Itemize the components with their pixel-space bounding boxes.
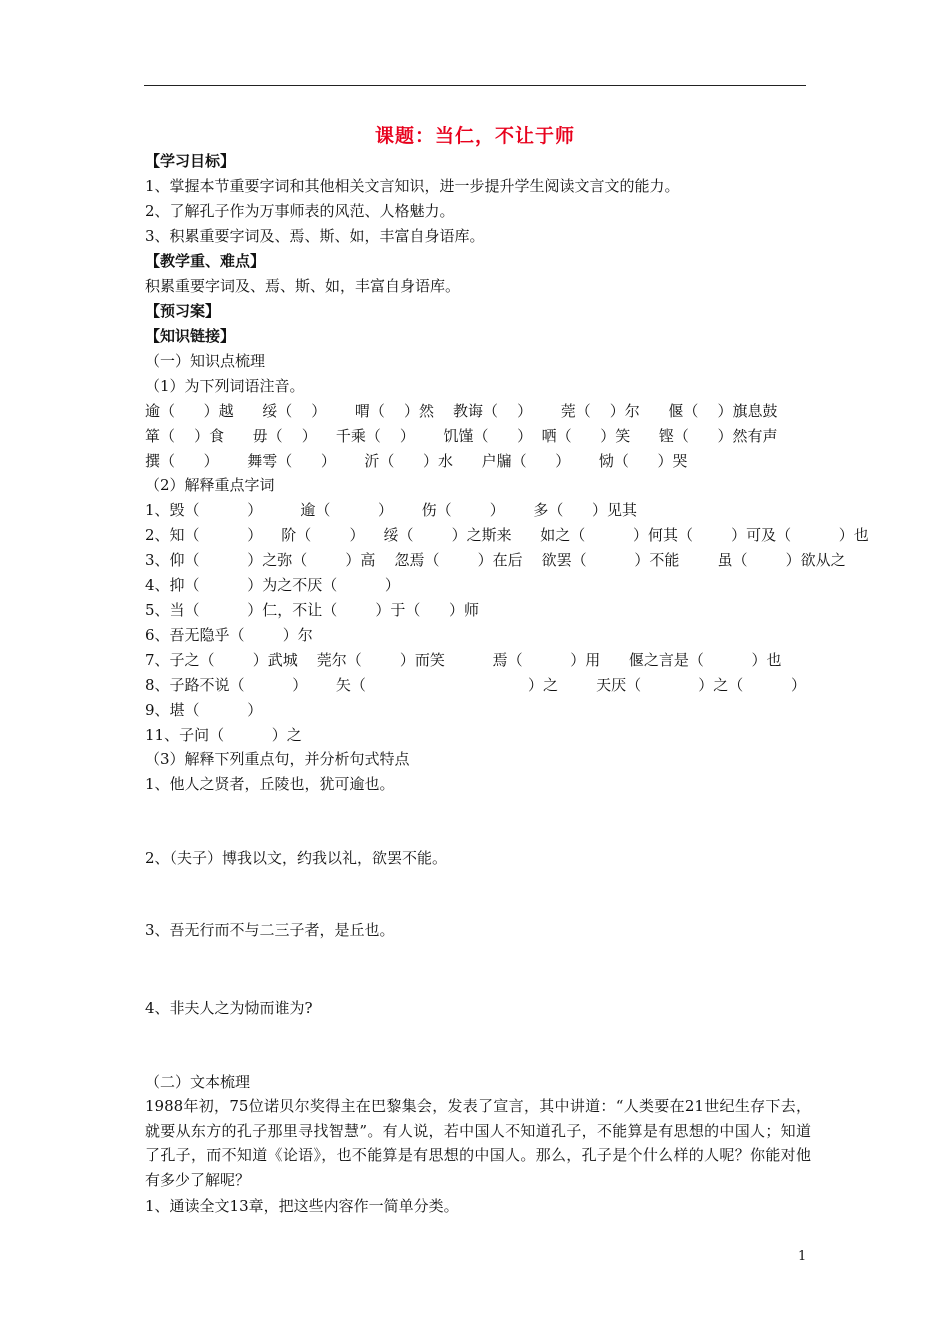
explain-row: 5、当（ ）仁，不让（ ）于（ ）师 (145, 601, 479, 619)
explain-row: 7、子之（ ）武城 莞尔（ ）而笑 焉（ ）用 偃之言是（ ）也 (145, 651, 782, 669)
part2-heading: （二）文本梳理 (145, 1073, 251, 1091)
key-points-text: 积累重要字词及、焉、斯、如，丰富自身语库。 (145, 277, 461, 295)
pinyin-heading: （1）为下列词语注音。 (145, 377, 305, 395)
objectives-heading: 【学习目标】 (145, 152, 236, 170)
key-points-heading: 【教学重、难点】 (145, 252, 266, 270)
knowledge-heading: 【知识链接】 (145, 327, 236, 345)
explain-row: 11、子问（ ）之 (145, 726, 302, 744)
page-title: 课题：当仁，不让于师 (374, 125, 575, 147)
preview-heading: 【预习案】 (145, 302, 221, 320)
objective-item: 3、积累重要字词及、焉、斯、如，丰富自身语库。 (145, 227, 485, 245)
sentence-heading: （3）解释下列重点句，并分析句式特点 (145, 750, 410, 768)
explain-row: 9、堪（ ） (145, 701, 263, 719)
explain-row: 4、抑（ ）为之不厌（ ） (145, 576, 400, 594)
objective-item: 2、了解孔子作为万事师表的风范、人格魅力。 (145, 202, 455, 220)
part1-heading: （一）知识点梳理 (145, 352, 266, 370)
explain-row: 1、毁（ ） 逾（ ） 伤（ ） 多（ ）见其 (145, 501, 638, 519)
sentence-item: 4、非夫人之为恸而谁为? (145, 999, 313, 1017)
sentence-item: 1、他人之贤者，丘陵也，犹可逾也。 (145, 775, 395, 793)
objective-item: 1、掌握本节重要字词和其他相关文言知识，进一步提升学生阅读文言文的能力。 (145, 177, 680, 195)
header-rule (144, 85, 806, 86)
part2-task: 1、通读全文13章，把这些内容作一简单分类。 (145, 1197, 459, 1215)
sentence-item: 2、（夫子）博我以文，约我以礼，欲罢不能。 (145, 849, 448, 867)
pinyin-row: 逾（ ）越 绥（ ） 喟（ ）然 教诲（ ） 莞（ ）尔 偃（ ）旗息鼓 (145, 402, 778, 420)
explain-heading: （2）解释重点字词 (145, 476, 275, 494)
pinyin-row: 撰（ ） 舞雩（ ） 沂（ ）水 户牖（ ） 恸（ ）哭 (145, 452, 688, 470)
explain-row: 6、吾无隐乎（ ）尔 (145, 626, 313, 644)
explain-row: 2、知（ ） 阶（ ） 绥（ ）之斯来 如之（ ）何其（ ）可及（ ）也 (145, 526, 869, 544)
sentence-item: 3、吾无行而不与二三子者，是丘也。 (145, 921, 395, 939)
page-number: 1 (798, 1249, 807, 1264)
pinyin-row: 箪（ ）食 毋（ ） 千乘（ ） 饥馑（ ） 哂（ ）笑 铿（ ）然有声 (145, 427, 778, 445)
part2-paragraph: 1988年初，75位诺贝尔奖得主在巴黎集会，发表了宣言，其中讲道：“人类要在21世纪生存下去，就要从东方的孔子那里寻找智慧”。有人说，若中国人不知道孔子，不能算是有思想的中国人；知道了孔子，而不知道《论语》，也不能算是有思想的中国人。那么，孔子是个什么样的人呢？你能对他有多少了解呢？ (145, 1097, 811, 1189)
explain-row: 3、仰（ ）之弥（ ）高 忽焉（ ）在后 欲罢（ ）不能 虽（ ）欲从之 (145, 551, 846, 569)
explain-row: 8、子路不说（ ） 矢（ ）之 天厌（ ）之（ ） (145, 676, 806, 694)
